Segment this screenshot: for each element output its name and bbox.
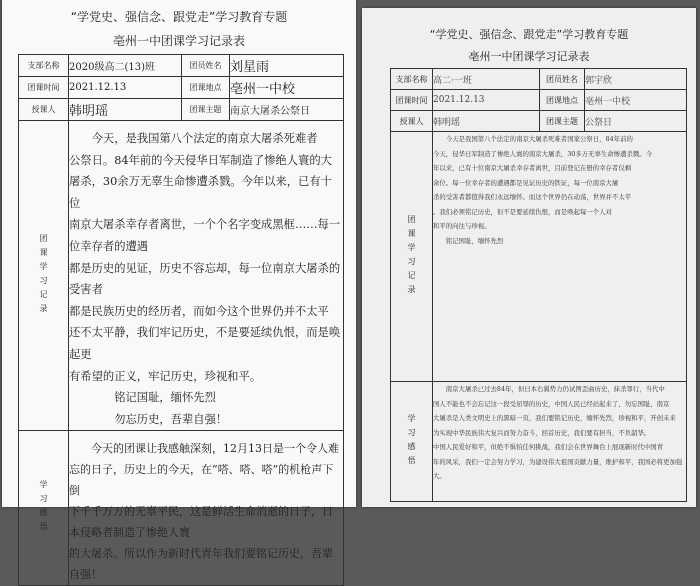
record-body	[69, 121, 344, 431]
value-teacher: 韩明瑶	[433, 111, 540, 132]
value-branch: 2020级高二(13)班	[69, 55, 182, 77]
feeling-line: 为实现中华民族伟大复兴而努力奋斗，回首历史，我们要有担当，不负韶华。	[433, 428, 651, 437]
feeling-body	[433, 382, 687, 502]
record-line: 。我们必须铭记历史，但不是要延续仇恨，而是唤起每一个人对	[433, 207, 612, 216]
record-line: 年以来，已有十位南京大屠杀幸存者离世，目前登记在册的幸存者仅剩	[433, 164, 632, 172]
record-line: 铭记国耻，缅怀先烈	[433, 236, 504, 245]
feeling-line: 的大屠杀。所以作为新时代青年我们要铭记历史，吾辈自强！	[69, 547, 333, 582]
record-line: 南京大屠杀幸存者离世，一个个名字变成黑框……每一位幸存者的遭遇	[69, 218, 341, 253]
value-time: 2021.12.13	[69, 77, 182, 99]
record-sheet-right	[362, 8, 696, 507]
record-body	[433, 132, 687, 382]
label-time: 团课时间	[391, 90, 433, 111]
feeling-line: 大屠杀是人类文明史上的黑暗一页，我们要铭记历史，缅怀先烈，珍视和平，开创未来	[433, 414, 676, 422]
value-member: 刘星雨	[230, 55, 344, 77]
feeling-line: 今天的团课让我感触深刻，12月13日是一个令人难	[69, 442, 339, 456]
record-line: 还不太平静，我们牢记历史，不是要延续仇恨，而是唤起更	[69, 326, 341, 361]
record-line: 和平的向往与珍视。	[433, 222, 491, 230]
value-place: 亳州一中校	[230, 77, 344, 99]
record-line: 都是历史的见证，历史不容忘却，每一位南京大屠杀的受害者	[69, 261, 341, 297]
record-table	[18, 54, 344, 586]
label-branch: 支部名称	[19, 55, 69, 77]
sheet-subtitle: 亳州一中团课学习记录表	[468, 50, 590, 63]
value-place: 亳州一中校	[585, 90, 687, 111]
record-line: 公祭日。84年前的今天侵华日军制造了惨绝人寰的大	[69, 153, 332, 167]
value-time: 2021.12.13	[433, 90, 540, 111]
feeling-line: 中国人民爱好和平，但绝不惧怕任何挑战，我们会在世界舞台上展现新时代中国青	[433, 443, 664, 451]
record-line: 今天是我国第八个法定的南京大屠杀死难者国家公祭日，84年前的	[433, 135, 633, 143]
record-line: 铭记国耻，缅怀先烈	[69, 391, 216, 405]
record-line: 今天，是我国第八个法定的南京大屠杀死难者	[69, 132, 318, 145]
record-line: 余位。每一位幸存者的遭遇都是见证历史的铁证，每一位南京大屠	[433, 178, 619, 187]
label-record: 团课学习记录	[407, 214, 416, 299]
value-topic: 公祭日	[585, 111, 687, 132]
record-table	[390, 68, 687, 502]
feeling-line: 下千千万万的无辜平民，这是鲜活生命消逝的日子，日本侵略者制造了惨绝人寰	[69, 505, 333, 540]
value-teacher: 韩明瑶	[69, 99, 182, 121]
record-line: 杀的受害者都值得我们永远缅怀。而这个世界仍在动荡，世界并不太平	[433, 193, 632, 201]
feeling-line: 国人不能也不会忘记这一段受屈辱的历史，中国人民已经站起来了，勿忘国耻，南京	[433, 399, 670, 408]
feeling-line: 忘的日子，历史上的今天，在“嗒、嗒、嗒”的机枪声下倒	[69, 463, 334, 498]
label-member: 团员姓名	[540, 69, 585, 90]
feeling-line: 年的风采，我们一定会努力学习，为建设伟大祖国贡献力量，维护和平，我国必将更加强大。	[433, 457, 683, 480]
value-member: 郭宇欣	[585, 69, 687, 90]
label-topic: 团课主题	[182, 99, 230, 121]
sheet-subtitle: 亳州一中团课学习记录表	[112, 34, 245, 48]
label-feeling: 学习感悟	[407, 413, 416, 470]
record-line: 屠杀，30余万无辜生命惨遭杀戮。今年以来，已有十位	[69, 175, 332, 210]
label-topic: 团课主题	[540, 111, 585, 132]
sheet-title: “学党史、强信念、跟党走”学习教育专题	[70, 10, 288, 24]
record-line: 勿忘历史，吾辈自强！	[69, 412, 228, 426]
label-teacher: 授课人	[19, 99, 69, 121]
label-member: 团员姓名	[182, 55, 230, 77]
record-line: 都是民族历史的经历者，而如今这个世界仍并不太平	[69, 304, 329, 318]
value-topic: 南京大屠杀公祭日	[230, 99, 344, 121]
label-feeling: 学习感悟	[39, 480, 48, 537]
sheet-title: “学党史、强信念、跟党走”学习教育专题	[429, 28, 629, 41]
feeling-body	[69, 431, 344, 586]
label-teacher: 授课人	[391, 111, 433, 132]
record-line: 有希望的正义，牢记历史，珍视和平。	[69, 369, 262, 383]
record-line: 今天，侵华日军制造了惨绝人寰的南京大屠杀，30多万无辜生命惨遭杀戮。今	[433, 149, 653, 158]
label-branch: 支部名称	[391, 69, 433, 90]
label-time: 团课时间	[19, 77, 69, 99]
label-place: 团课地点	[182, 77, 230, 99]
value-branch: 高二·一班	[433, 69, 540, 90]
label-place: 团课地点	[540, 90, 585, 111]
label-record: 团课学习记录	[39, 233, 48, 318]
record-sheet-left	[2, 0, 356, 582]
feeling-line: 南京大屠杀已过去84年，但日本右翼势力仍试图歪曲历史，抹杀罪行，当代中	[433, 385, 665, 393]
